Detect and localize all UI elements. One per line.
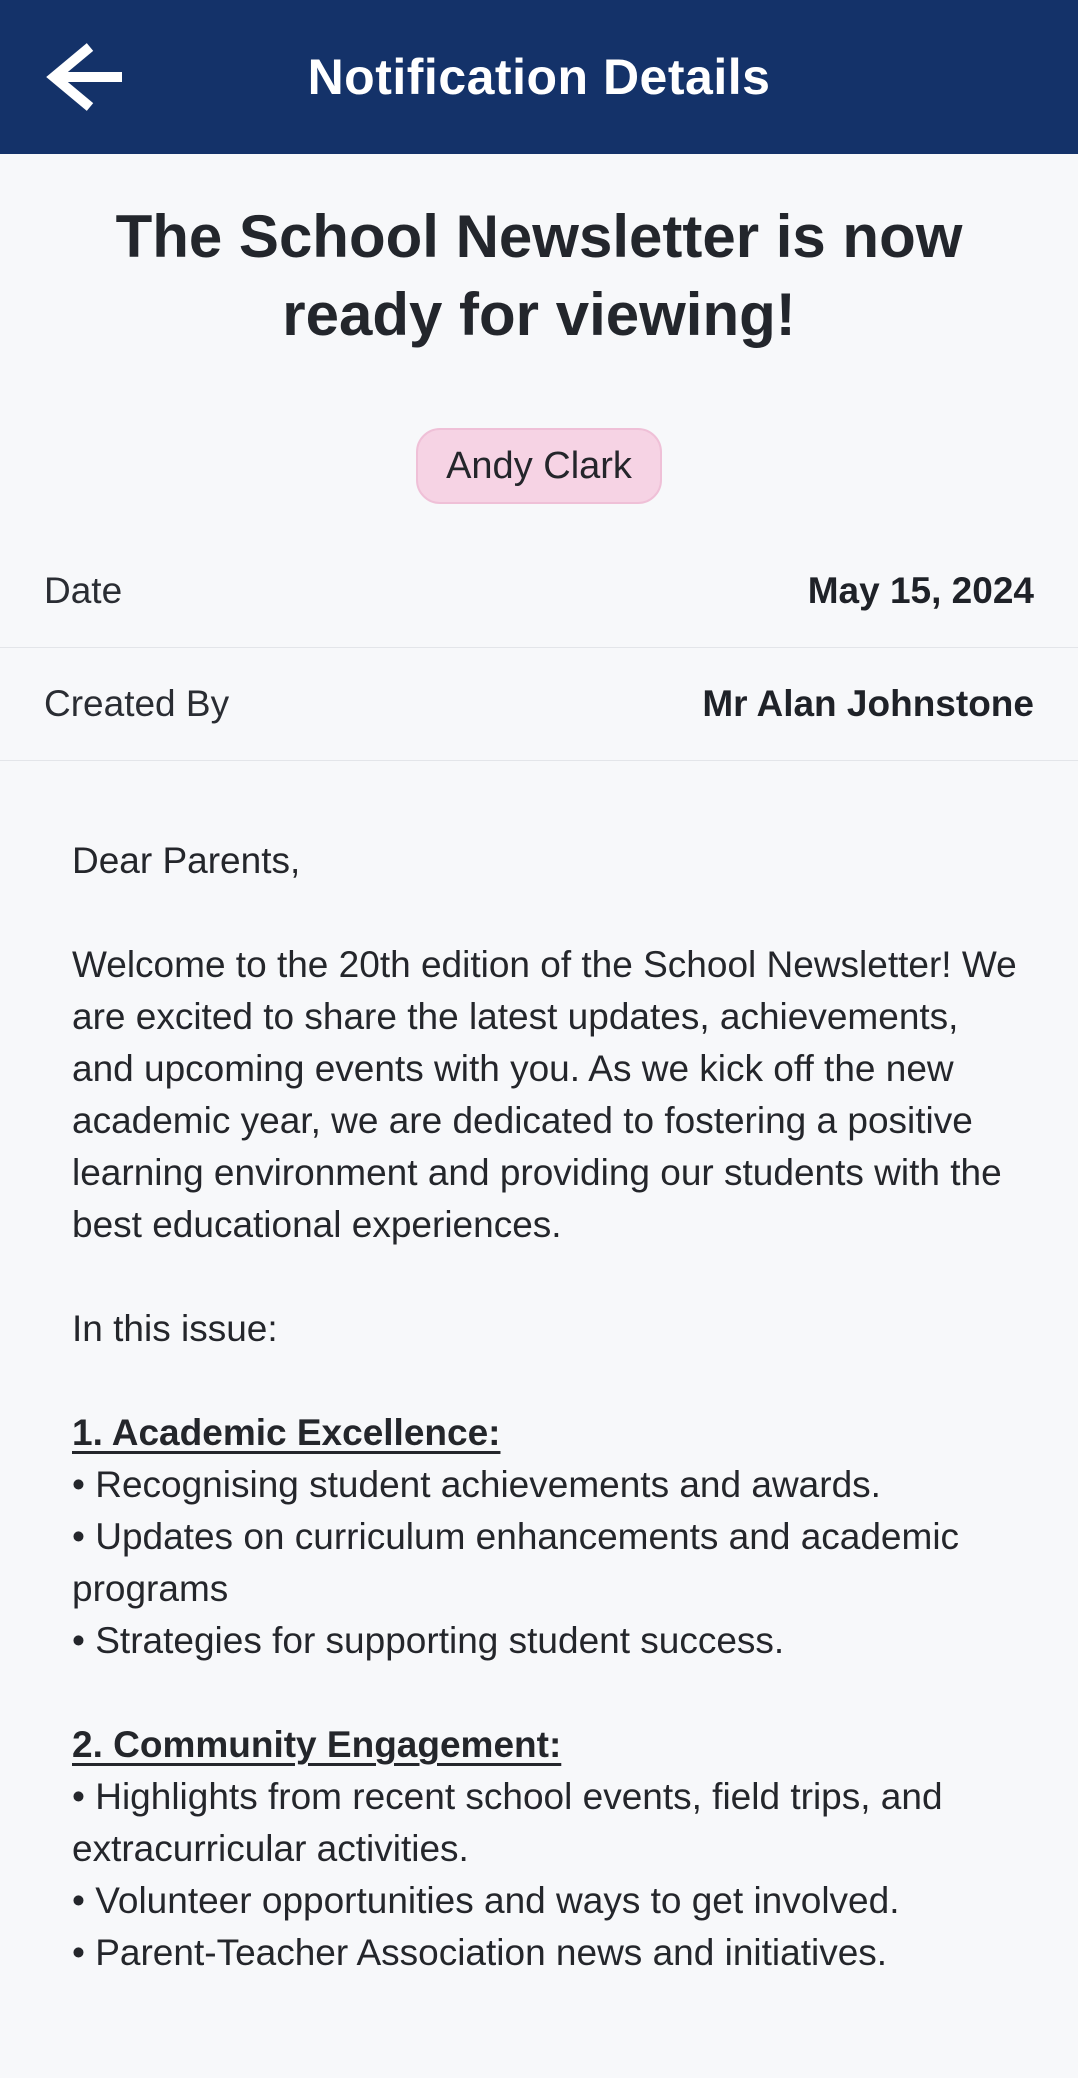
body-intro: Welcome to the 20th edition of the School Newsletter! We are excited to share the latest updates, achievements, and upcoming events with you. As we kick off the new academic year, we are dedicated to fostering a positive learning environment and providing our students with the best educational experiences.	[72, 944, 1017, 1245]
bullet-item: • Parent-Teacher Association news and initiatives.	[72, 1932, 888, 1973]
meta-value: May 15, 2024	[807, 570, 1034, 611]
meta-row-date	[0, 535, 1078, 648]
sender-tag-row	[0, 428, 1078, 504]
bullet-item: • Volunteer opportunities and ways to get involved.	[72, 1880, 900, 1921]
bullet-item: • Recognising student achievements and awards.	[72, 1464, 881, 1505]
meta-label: Date	[44, 570, 123, 611]
notification-body	[0, 761, 1078, 1979]
section-heading: 1. Academic Excellence:	[72, 1412, 501, 1453]
meta-label: Created By	[44, 683, 230, 724]
bullet-item: • Highlights from recent school events, field trips, and extracurricular activities.	[72, 1776, 943, 1869]
back-button[interactable]	[46, 41, 126, 113]
app-header	[0, 0, 1078, 154]
bullet-item: • Updates on curriculum enhancements and academic programs	[72, 1516, 960, 1609]
section-academic-excellence	[72, 1407, 1022, 1667]
body-issue-line: In this issue:	[72, 1308, 278, 1349]
section-community-engagement	[72, 1719, 1022, 1979]
meta-list	[0, 535, 1078, 761]
bullet-item: • Strategies for supporting student success.	[72, 1620, 785, 1661]
meta-value: Mr Alan Johnstone	[702, 683, 1034, 724]
notification-title: The School Newsletter is now ready for viewing!	[115, 203, 963, 348]
sender-tag-chip[interactable]: Andy Clark	[416, 428, 662, 504]
section-heading: 2. Community Engagement:	[72, 1724, 562, 1765]
meta-row-created-by	[0, 648, 1078, 761]
body-greeting: Dear Parents,	[72, 840, 301, 881]
header-title: Notification Details	[307, 49, 771, 105]
notification-content	[0, 198, 1078, 1979]
arrow-left-icon	[46, 41, 126, 113]
